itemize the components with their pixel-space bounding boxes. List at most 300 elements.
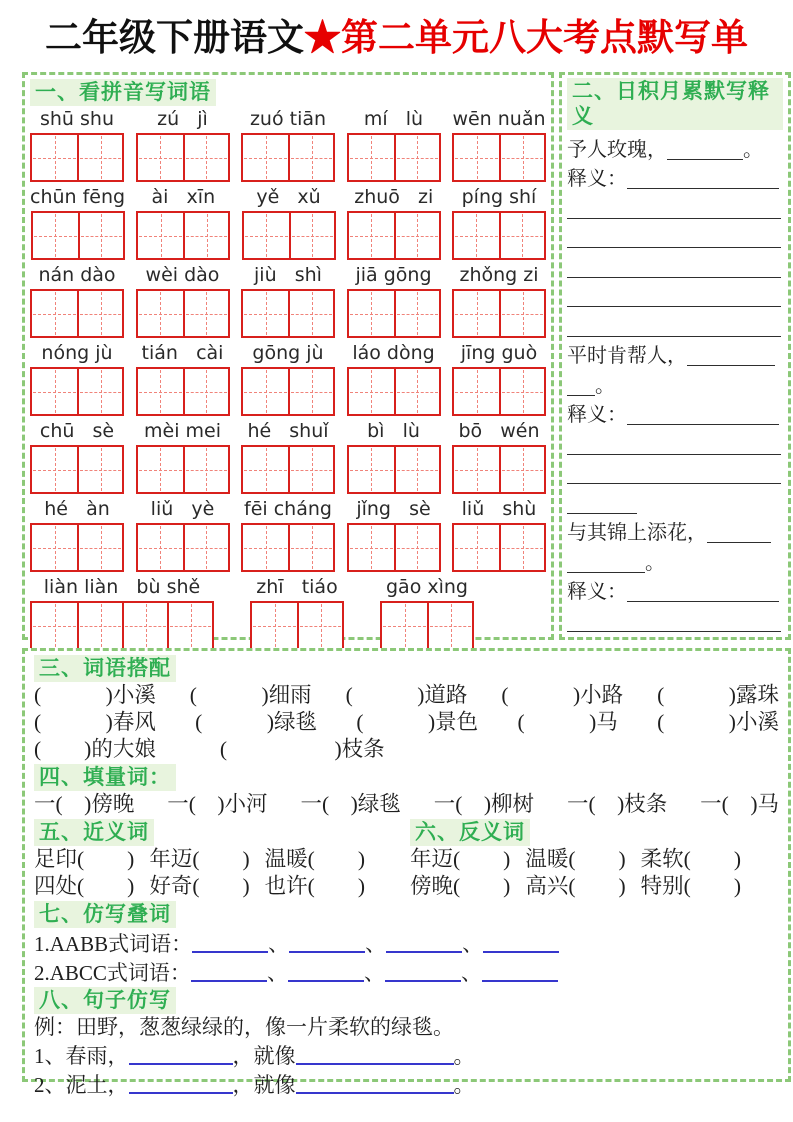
- text-label: 、: [363, 961, 385, 985]
- grid-vline: [266, 136, 267, 179]
- grid-vline: [161, 214, 162, 257]
- grid-vline: [160, 526, 161, 569]
- grid-vline: [476, 214, 477, 257]
- tianzige-cell[interactable]: [288, 291, 333, 336]
- tianzige-cell[interactable]: [32, 291, 77, 336]
- pinyin-word: [452, 499, 546, 572]
- bracket-item[interactable]: 也许( ): [264, 874, 365, 898]
- sentence-rows: [34, 1040, 779, 1098]
- section7-heading: [34, 901, 779, 928]
- grid-vline: [160, 370, 161, 413]
- bracket-item[interactable]: 一( )枝条: [566, 792, 668, 816]
- tianzige-cell[interactable]: [77, 525, 122, 570]
- measure-rows: [34, 791, 779, 818]
- pinyin-word: [136, 109, 230, 182]
- bracket-item[interactable]: ( )景色: [356, 710, 479, 734]
- dictation-row: [567, 458, 783, 488]
- pinyin-word: [30, 343, 124, 416]
- bracket-item[interactable]: ( )露珠: [657, 683, 779, 707]
- bracket-item[interactable]: ( )春风: [34, 710, 156, 734]
- tianzige-cell[interactable]: [138, 291, 183, 336]
- tianzige-cell[interactable]: [288, 369, 333, 414]
- grid-vline: [101, 292, 102, 335]
- bracket-item[interactable]: 一( )小河: [167, 792, 268, 816]
- tianzige-cell[interactable]: [394, 291, 439, 336]
- pinyin-word: [136, 421, 230, 494]
- bracket-item[interactable]: 温暖( ): [525, 847, 626, 871]
- pinyin-word: [30, 109, 124, 182]
- blank-line[interactable]: [707, 525, 771, 543]
- tianzige-grid: [241, 523, 335, 572]
- bracket-item[interactable]: 高兴( ): [525, 874, 626, 898]
- blank-line[interactable]: [386, 937, 462, 953]
- grid-vline: [523, 136, 524, 179]
- blank-line[interactable]: [567, 437, 781, 455]
- tianzige-cell[interactable]: [244, 213, 289, 258]
- pinyin-text: zhī tiáo: [256, 576, 338, 598]
- dictation-row: [567, 192, 783, 222]
- grid-vline: [417, 214, 418, 257]
- pinyin-text: zhuō zi: [354, 186, 434, 208]
- grid-vline: [266, 448, 267, 491]
- bracket-item[interactable]: 四处( ): [34, 874, 135, 898]
- section6-heading-label: 六、反义词: [410, 819, 530, 846]
- tianzige-grid: [347, 523, 441, 572]
- sentence-row: [34, 1040, 779, 1069]
- bracket-item[interactable]: 一( )柳树: [433, 792, 535, 816]
- tianzige-cell[interactable]: [454, 525, 499, 570]
- tianzige-cell[interactable]: [288, 447, 333, 492]
- bracket-item[interactable]: ( )道路: [345, 683, 468, 707]
- dictation-row: [567, 605, 783, 635]
- tianzige-cell[interactable]: [32, 369, 77, 414]
- grid-vline: [266, 526, 267, 569]
- grid-vline: [477, 448, 478, 491]
- pinyin-word: [347, 187, 441, 260]
- tianzige-grid: [136, 445, 230, 494]
- tianzige-cell[interactable]: [499, 369, 544, 414]
- tianzige-cell[interactable]: [243, 135, 288, 180]
- text-label: 、: [268, 932, 290, 956]
- tianzige-cell[interactable]: [454, 447, 499, 492]
- tianzige-grid: [250, 601, 344, 650]
- tianzige-cell[interactable]: [32, 135, 77, 180]
- page-title: [0, 16, 793, 62]
- grid-vline: [191, 604, 192, 647]
- tianzige-grid: [452, 133, 546, 182]
- blank-line[interactable]: [567, 230, 781, 248]
- pinyin-text: bō wén: [458, 420, 540, 442]
- pinyin-text: liǔ yè: [150, 498, 215, 520]
- grid-vline: [275, 604, 276, 647]
- tianzige-grid: [136, 367, 230, 416]
- grid-vline: [312, 526, 313, 569]
- synonym-column: [34, 819, 410, 900]
- dictation-row: [567, 310, 783, 340]
- pinyin-word: [30, 187, 125, 260]
- pinyin-word: [347, 343, 441, 416]
- tianzige-cell[interactable]: [349, 135, 394, 180]
- tianzige-cell[interactable]: [32, 447, 77, 492]
- bracket-item[interactable]: ( )细雨: [189, 683, 312, 707]
- blank-line[interactable]: [129, 1049, 233, 1065]
- fill-row: [34, 928, 779, 957]
- blank-line[interactable]: [296, 1049, 454, 1065]
- tianzige-cell[interactable]: [394, 213, 439, 258]
- bracket-item[interactable]: 年迈( ): [410, 847, 511, 871]
- pinyin-word: [452, 109, 546, 182]
- tianzige-cell[interactable]: [499, 291, 544, 336]
- bracket-item[interactable]: ( )绿毯: [195, 710, 317, 734]
- collocation-rows: [34, 682, 779, 763]
- pinyin-text: chūn fēng: [30, 186, 126, 208]
- pinyin-text: liàn liàn bù shě: [43, 576, 201, 598]
- bracket-item[interactable]: 一( )绿毯: [300, 792, 401, 816]
- section4-heading-label: 四、填量词：: [34, 764, 176, 791]
- grid-vline: [206, 448, 207, 491]
- blank-line[interactable]: [483, 937, 559, 953]
- grid-vline: [206, 292, 207, 335]
- section2-heading: [567, 78, 783, 130]
- blank-line[interactable]: [567, 289, 781, 307]
- grid-vline: [101, 448, 102, 491]
- grid-vline: [55, 370, 56, 413]
- tianzige-cell[interactable]: [183, 291, 228, 336]
- pinyin-rows: [30, 109, 546, 650]
- tianzige-cell[interactable]: [32, 603, 77, 648]
- pinyin-word: [347, 265, 441, 338]
- section8-heading-label: 八、句子仿写: [34, 987, 176, 1014]
- tianzige-cell[interactable]: [77, 603, 122, 648]
- pinyin-word: [241, 421, 335, 494]
- antonym-rows: [410, 846, 779, 900]
- tianzige-cell[interactable]: [349, 369, 394, 414]
- pinyin-word: [241, 343, 335, 416]
- section8-heading: [34, 987, 779, 1014]
- text-label: 2、泥土，: [34, 1073, 129, 1097]
- tianzige-cell[interactable]: [349, 213, 394, 258]
- tianzige-cell[interactable]: [454, 369, 499, 414]
- pinyin-text: jǐng sè: [356, 498, 431, 520]
- pinyin-row: [30, 109, 546, 182]
- word-row: [34, 873, 410, 900]
- tianzige-cell[interactable]: [78, 213, 123, 258]
- text-label: 、: [266, 961, 288, 985]
- pinyin-text: hé àn: [44, 498, 110, 520]
- blank-line[interactable]: [567, 201, 781, 219]
- bracket-item[interactable]: 柔软( ): [640, 847, 741, 871]
- pinyin-word: [242, 187, 336, 260]
- text-label: 释义：: [567, 581, 627, 603]
- tianzige-grid: [347, 133, 441, 182]
- tianzige-cell[interactable]: [138, 213, 183, 258]
- tianzige-cell[interactable]: [454, 291, 499, 336]
- bracket-item[interactable]: 温暖( ): [264, 847, 365, 871]
- blank-line[interactable]: [129, 1078, 233, 1094]
- grid-vline: [477, 136, 478, 179]
- tianzige-cell[interactable]: [183, 525, 228, 570]
- tianzige-grid: [347, 367, 441, 416]
- grid-vline: [160, 292, 161, 335]
- bracket-item[interactable]: ( )小溪: [34, 683, 156, 707]
- grid-vline: [371, 214, 372, 257]
- section4-heading: [34, 764, 779, 791]
- bracket-item[interactable]: ( )枝条: [219, 737, 385, 761]
- tianzige-cell[interactable]: [243, 525, 288, 570]
- bracket-item[interactable]: ( )小路: [501, 683, 624, 707]
- tianzige-cell[interactable]: [77, 447, 122, 492]
- grid-vline: [523, 292, 524, 335]
- tianzige-cell[interactable]: [243, 369, 288, 414]
- grid-vline: [312, 136, 313, 179]
- tianzige-grid: [452, 289, 546, 338]
- pinyin-word: [30, 265, 124, 338]
- pinyin-text: liǔ shù: [461, 498, 537, 520]
- tianzige-cell[interactable]: [243, 291, 288, 336]
- tianzige-grid: [136, 289, 230, 338]
- tianzige-grid: [347, 211, 441, 260]
- pinyin-text: jīng guò: [460, 342, 538, 364]
- tianzige-cell[interactable]: [183, 447, 228, 492]
- pinyin-text: hé shuǐ: [247, 420, 329, 442]
- grid-vline: [417, 292, 418, 335]
- title-unit-part: ★第二单元八大考点默写单: [304, 18, 748, 59]
- dictation-row: [567, 133, 783, 163]
- tianzige-grid: [347, 445, 441, 494]
- grid-vline: [417, 526, 418, 569]
- tianzige-cell[interactable]: [122, 603, 167, 648]
- blank-line[interactable]: [627, 584, 779, 602]
- grid-vline: [523, 370, 524, 413]
- tianzige-grid: [30, 289, 124, 338]
- bracket-item[interactable]: ( )马: [517, 710, 618, 734]
- blank-line[interactable]: [289, 937, 365, 953]
- tianzige-cell[interactable]: [138, 369, 183, 414]
- blank-line[interactable]: [567, 319, 781, 337]
- tianzige-cell[interactable]: [288, 525, 333, 570]
- dictation-rows: [567, 133, 783, 664]
- text-label: 。: [743, 138, 763, 161]
- bracket-item[interactable]: ( )的大娘: [34, 737, 156, 761]
- tianzige-grid: [30, 523, 124, 572]
- tianzige-cell[interactable]: [499, 135, 544, 180]
- text-label: 释义：: [567, 404, 627, 426]
- tianzige-cell[interactable]: [243, 447, 288, 492]
- pinyin-word: [241, 109, 335, 182]
- grid-vline: [55, 292, 56, 335]
- blank-line[interactable]: [687, 348, 775, 366]
- tianzige-grid: [136, 523, 230, 572]
- tianzige-grid: [30, 445, 124, 494]
- pinyin-row: [30, 499, 546, 572]
- tianzige-cell[interactable]: [252, 603, 297, 648]
- pinyin-text: láo dòng: [352, 342, 435, 364]
- pinyin-word: [347, 499, 441, 572]
- blank-line[interactable]: [567, 260, 781, 278]
- pinyin-text: mèi mei: [144, 420, 221, 442]
- tianzige-cell[interactable]: [183, 213, 228, 258]
- blank-line[interactable]: [667, 142, 743, 160]
- blank-line[interactable]: [627, 407, 779, 425]
- pinyin-text: nán dào: [38, 264, 116, 286]
- blank-line[interactable]: [627, 171, 779, 189]
- pinyin-text: bì lù: [367, 420, 420, 442]
- dictation-row: [567, 222, 783, 252]
- section6-heading: [410, 819, 779, 846]
- blank-line[interactable]: [567, 378, 595, 396]
- tianzige-cell[interactable]: [499, 213, 544, 258]
- sentence-row: [34, 1069, 779, 1098]
- dictation-row: [567, 487, 783, 517]
- grid-vline: [55, 604, 56, 647]
- grid-vline: [523, 448, 524, 491]
- tianzige-cell[interactable]: [394, 447, 439, 492]
- tianzige-cell[interactable]: [289, 213, 334, 258]
- tianzige-grid: [241, 289, 335, 338]
- pinyin-word: [452, 421, 546, 494]
- text-label: 、: [460, 961, 482, 985]
- pinyin-text: mí lù: [363, 108, 424, 130]
- grid-vline: [312, 370, 313, 413]
- tianzige-cell[interactable]: [382, 603, 427, 648]
- blank-line[interactable]: [567, 555, 645, 573]
- grid-vline: [101, 526, 102, 569]
- tianzige-cell[interactable]: [394, 525, 439, 570]
- dictation-row: [567, 281, 783, 311]
- grid-vline: [206, 136, 207, 179]
- pinyin-text: zú jì: [157, 108, 208, 130]
- tianzige-cell[interactable]: [77, 135, 122, 180]
- text-label: 2.ABCC式词语：: [34, 961, 191, 985]
- dictation-row: [567, 576, 783, 606]
- synonym-rows: [34, 846, 410, 900]
- tianzige-cell[interactable]: [454, 135, 499, 180]
- synonym-antonym-block: [34, 819, 779, 900]
- tianzige-cell[interactable]: [454, 213, 499, 258]
- pinyin-word: [136, 499, 230, 572]
- text-label: 。: [453, 1073, 475, 1097]
- text-label: 1、春雨，: [34, 1044, 129, 1068]
- tianzige-cell[interactable]: [167, 603, 212, 648]
- pinyin-text: zhǒng zi: [459, 264, 539, 286]
- tianzige-grid: [242, 211, 336, 260]
- grid-vline: [55, 214, 56, 257]
- bracket-item[interactable]: 特别( ): [640, 874, 741, 898]
- grid-vline: [101, 370, 102, 413]
- pinyin-text: wèi dào: [145, 264, 220, 286]
- pinyin-word: [452, 343, 546, 416]
- tianzige-cell[interactable]: [32, 525, 77, 570]
- tianzige-cell[interactable]: [427, 603, 472, 648]
- blank-line[interactable]: [567, 614, 781, 632]
- bracket-item[interactable]: ( )小溪: [657, 710, 779, 734]
- tianzige-cell[interactable]: [349, 291, 394, 336]
- tianzige-cell[interactable]: [288, 135, 333, 180]
- tianzige-cell[interactable]: [297, 603, 342, 648]
- grid-vline: [55, 448, 56, 491]
- blank-line[interactable]: [191, 966, 267, 982]
- section1-heading-label: 一、看拼音写词语: [30, 79, 216, 106]
- tianzige-grid: [136, 133, 230, 182]
- section7-heading-label: 七、仿写叠词: [34, 901, 176, 928]
- word-row: [34, 709, 779, 736]
- bracket-item[interactable]: 一( )马: [700, 792, 779, 816]
- tianzige-cell[interactable]: [77, 291, 122, 336]
- tianzige-cell[interactable]: [33, 213, 78, 258]
- blank-line[interactable]: [296, 1078, 454, 1094]
- antonym-column: [410, 819, 779, 900]
- blank-line[interactable]: [192, 937, 268, 953]
- blank-line[interactable]: [567, 496, 637, 514]
- blank-line[interactable]: [482, 966, 558, 982]
- tianzige-cell[interactable]: [394, 369, 439, 414]
- tianzige-cell[interactable]: [138, 447, 183, 492]
- tianzige-cell[interactable]: [499, 525, 544, 570]
- tianzige-cell[interactable]: [349, 447, 394, 492]
- tianzige-grid: [241, 445, 335, 494]
- tianzige-cell[interactable]: [77, 369, 122, 414]
- grid-vline: [477, 292, 478, 335]
- grid-vline: [417, 136, 418, 179]
- tianzige-cell[interactable]: [183, 135, 228, 180]
- tianzige-cell[interactable]: [499, 447, 544, 492]
- pinyin-word: [136, 187, 230, 260]
- dictation-row: [567, 251, 783, 281]
- grid-vline: [207, 214, 208, 257]
- tianzige-grid: [30, 367, 124, 416]
- bracket-item[interactable]: 年迈( ): [149, 847, 250, 871]
- pinyin-text: tián cài: [141, 342, 224, 364]
- bracket-item[interactable]: 傍晚( ): [410, 874, 511, 898]
- text-label: 。: [645, 551, 665, 574]
- grid-vline: [101, 214, 102, 257]
- section5-heading-label: 五、近义词: [34, 819, 154, 846]
- grid-vline: [321, 604, 322, 647]
- bracket-item[interactable]: 足印( ): [34, 847, 135, 871]
- word-row: [34, 736, 779, 763]
- pinyin-word: [241, 265, 335, 338]
- blank-line[interactable]: [567, 466, 781, 484]
- grid-vline: [160, 136, 161, 179]
- pinyin-text: nóng jù: [41, 342, 113, 364]
- exercises-panel: [22, 648, 791, 1097]
- tianzige-cell[interactable]: [394, 135, 439, 180]
- pinyin-text: gāo xìng: [386, 576, 468, 598]
- word-row: [34, 846, 410, 873]
- blank-line[interactable]: [385, 966, 461, 982]
- tianzige-cell[interactable]: [138, 135, 183, 180]
- pinyin-word: [380, 577, 474, 650]
- tianzige-cell[interactable]: [183, 369, 228, 414]
- grid-vline: [522, 214, 523, 257]
- tianzige-cell[interactable]: [349, 525, 394, 570]
- pinyin-word: [30, 499, 124, 572]
- grid-vline: [146, 604, 147, 647]
- tianzige-cell[interactable]: [138, 525, 183, 570]
- section3-heading-label: 三、词语搭配: [34, 655, 176, 682]
- blank-line[interactable]: [288, 966, 364, 982]
- bracket-item[interactable]: 一( )傍晚: [34, 792, 135, 816]
- tianzige-grid: [380, 601, 474, 650]
- dictation-row: [567, 369, 783, 399]
- bracket-item[interactable]: 好奇( ): [149, 874, 250, 898]
- pinyin-text: píng shí: [461, 186, 537, 208]
- text-label: ，就像: [232, 1044, 296, 1068]
- text-label: 。: [595, 374, 615, 397]
- pinyin-row: [30, 577, 546, 650]
- word-row: [34, 791, 779, 818]
- dictation-row: [567, 428, 783, 458]
